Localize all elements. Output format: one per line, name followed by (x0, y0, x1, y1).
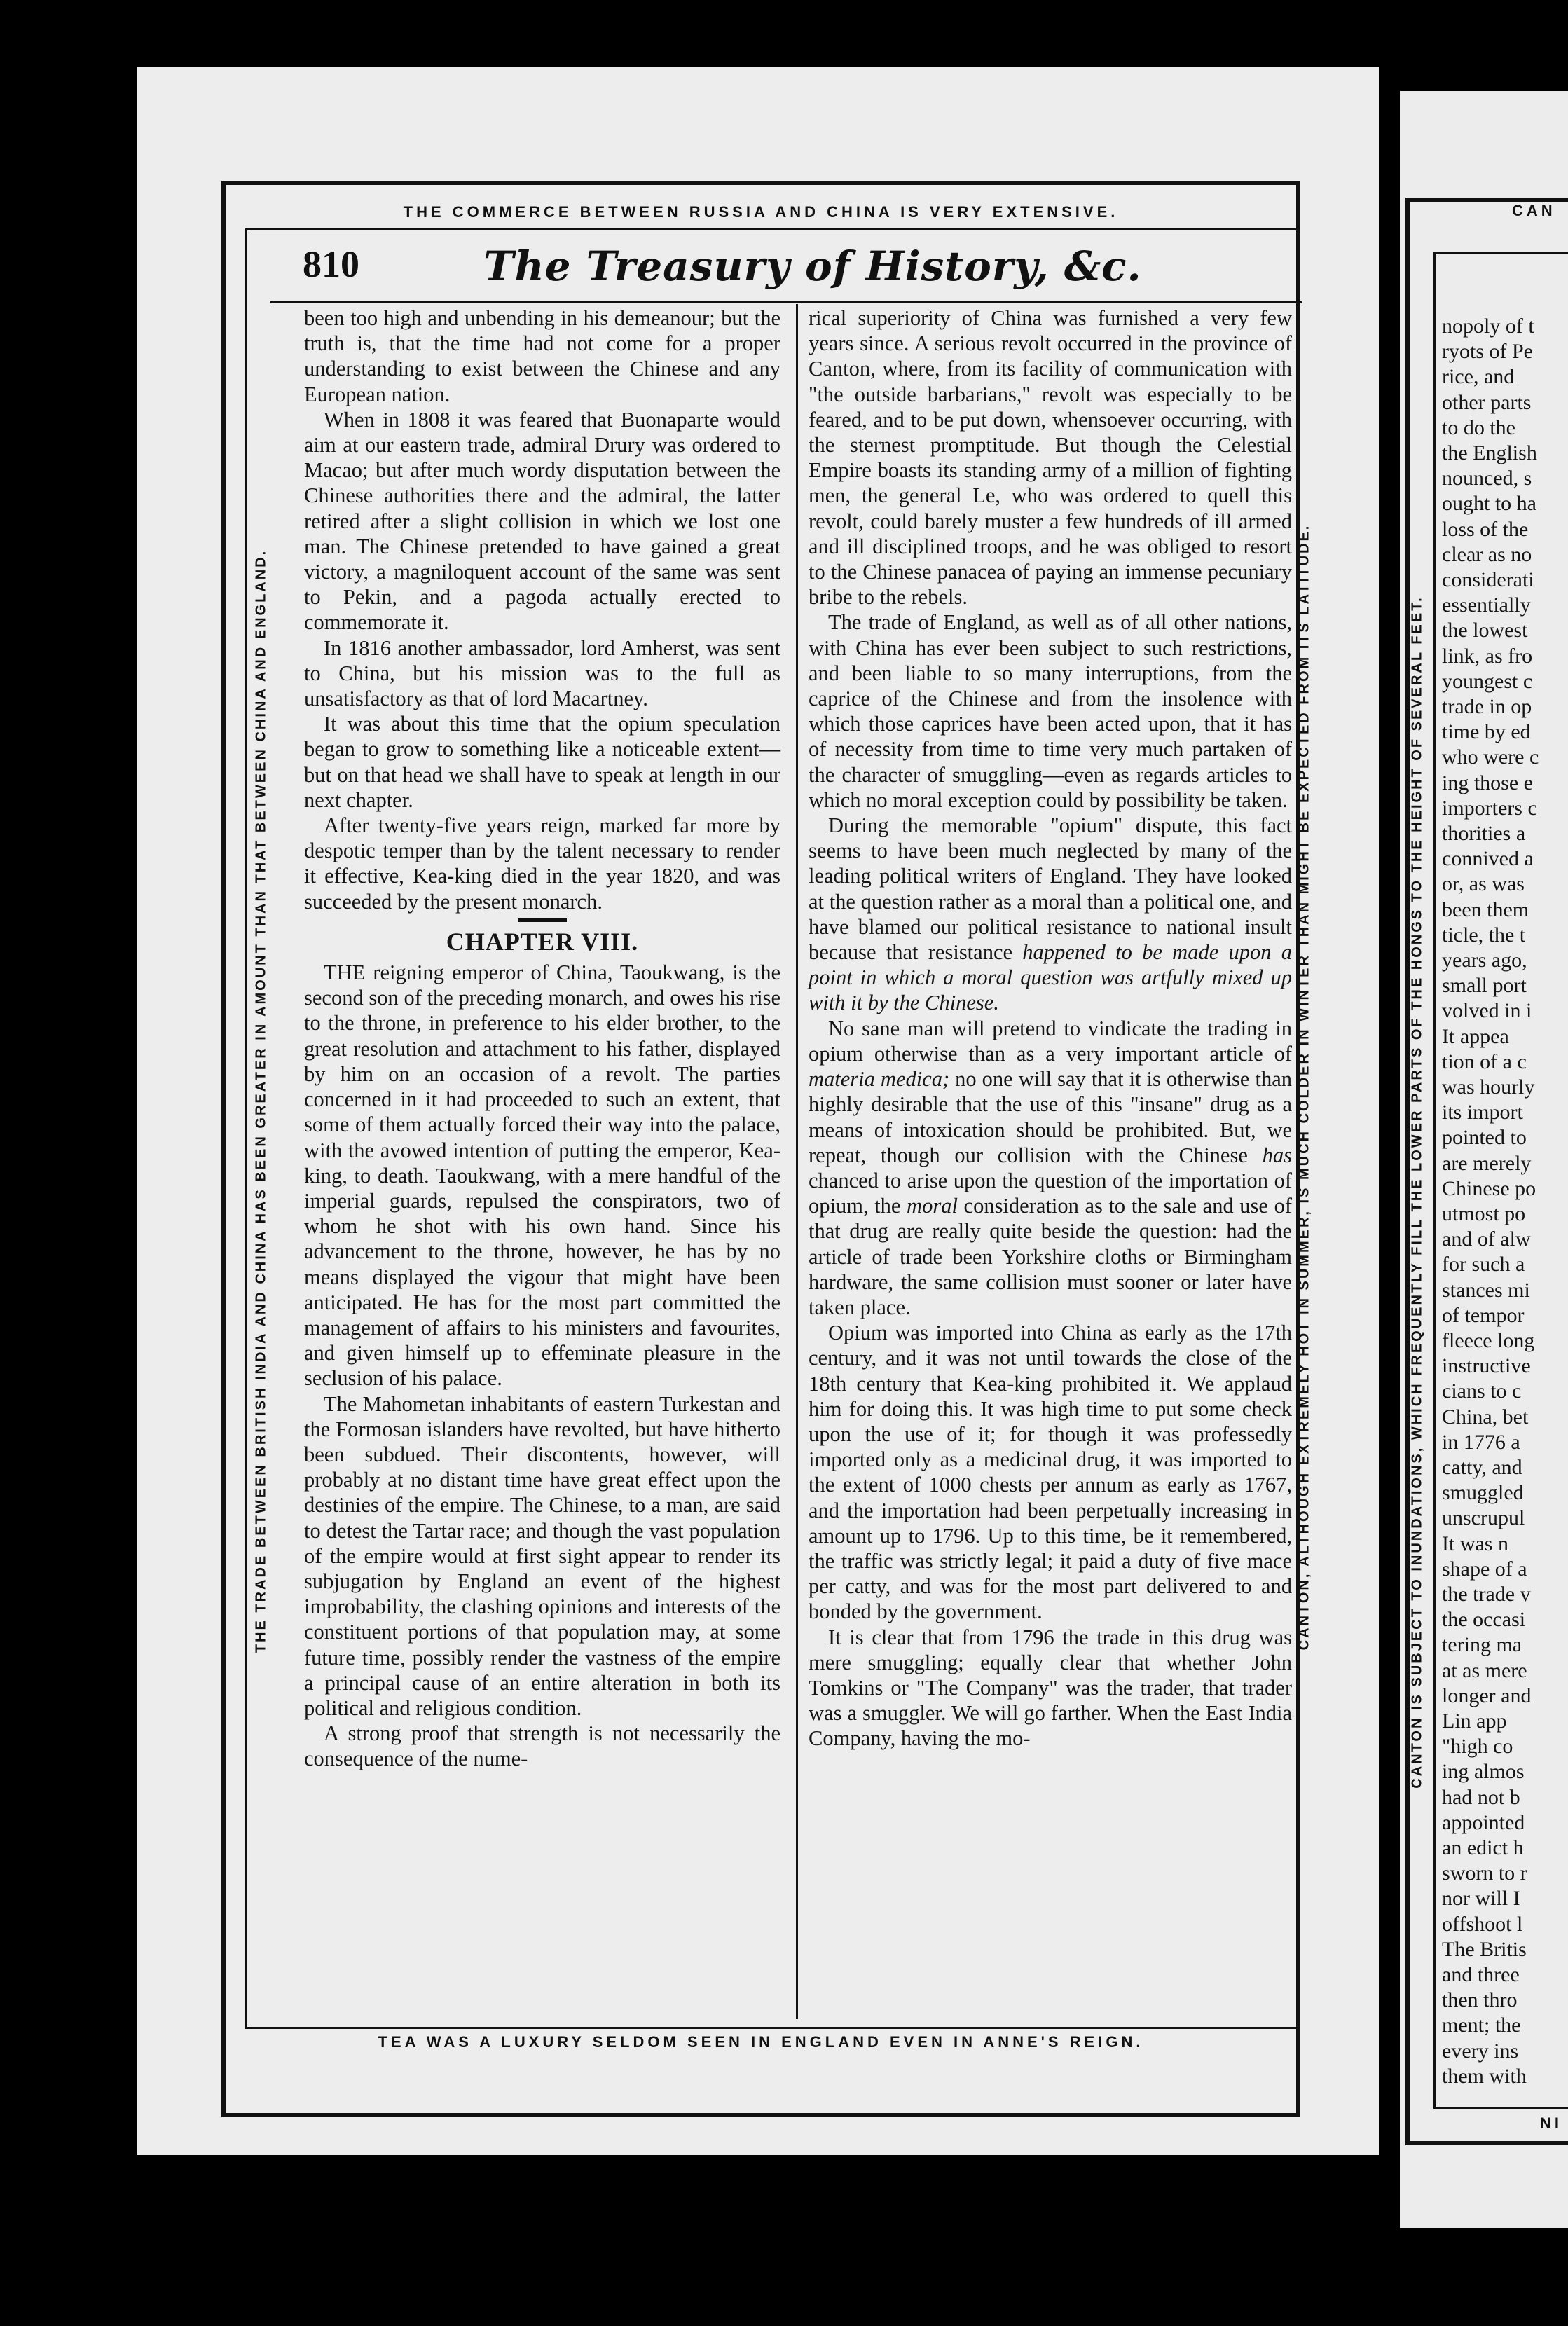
paragraph: In 1816 another ambassador, lord Amherst, was sent to China, but his mission was to the full as unsatisfactory as that of lord Macartney. (304, 635, 780, 711)
next-page-side-note: CANTON IS SUBJECT TO INUNDATIONS, WHICH FREQUENTLY FILL THE LOWER PARTS OF THE HONGS TO THE HEIGHT OF SEVERAL FEET. (1409, 596, 1425, 1789)
next-page-line: ought to ha (1442, 492, 1536, 516)
paragraph: Opium was imported into China as early as the 17th century, and it was not until towards the close of the 18th century that Kea-king prohibited it. We applaud him for doing this. It was high time to put some check upon the use of it; for though it was professedly imported only as a medicinal drug, it was imported to the extent of 1000 chests per annum as early as 1767, and the importation had been perpetually increasing in amount up to 1796. Up to this time, be it remembered, the traffic was strictly legal; it paid a duty of five mace per catty, and was for the most part delivered to and bonded by the government. (809, 1321, 1292, 1624)
next-page-line: Lin app (1442, 1709, 1507, 1733)
next-page-line: and of alw (1442, 1227, 1531, 1251)
next-page-line: thorities a (1442, 822, 1526, 845)
next-page-line: It appea (1442, 1024, 1509, 1048)
next-page-line: at as mere (1442, 1658, 1527, 1682)
column-divider (796, 304, 798, 2019)
next-page-line: every ins (1442, 2039, 1519, 2063)
next-page-line: essentially (1442, 593, 1531, 617)
next-page-line: ing those e (1442, 771, 1533, 794)
next-page-line: unscrupul (1442, 1506, 1525, 1530)
paragraph: It is clear that from 1796 the trade in this drug was mere smuggling; equally clear that whether John Tomkins or "The Company" was the trader, that trader was a smuggler. We will go farther. When the East India Company, having the mo- (809, 1625, 1292, 1751)
next-page-line: time by ed (1442, 720, 1531, 744)
next-page-line: sworn to r (1442, 1862, 1527, 1885)
next-page-line: the lowest (1442, 619, 1528, 642)
next-page-line: its import (1442, 1101, 1523, 1124)
paragraph: When in 1808 it was feared that Buonaparte would aim at our eastern trade, admiral Drury was ordered to Macao; but after much wordy disputation between the Chinese authorities there and the admiral, the latter retired after a slight collision in which we lost one man. The Chinese pretended to have gained a great victory, a magniloquent account of the same was sent to Pekin, and a pagoda actually erected to commemorate it. (304, 407, 780, 635)
next-page-line: ticle, the t (1442, 923, 1526, 947)
next-page-line: or, as was (1442, 872, 1525, 896)
text-run: No sane man will pretend to vindicate the trading in opium otherwise than as a very important article of (809, 1016, 1292, 1066)
right-column (809, 305, 1292, 1752)
next-page-line: link, as fro (1442, 644, 1533, 668)
next-page-line: pointed to (1442, 1126, 1527, 1150)
next-page-line: the trade v (1442, 1583, 1531, 1606)
paragraph: The Mahometan inhabitants of eastern Turkestan and the Formosan islanders have revolted, but have hitherto been subdued. Their discontents, however, will probably at no distant time have great effect upon the destinies of the empire. The Chinese, to a man, are said to detest the Tartar race; and though the vast population of the empire would at first sight appear to render its subjugation by England an event of the highest improbability, the clashing opinions and interests of the constituent portions of that population may, at some future time, possibly render the vastness of the empire a principal cause of an entire alteration in both its political and religious condition. (304, 1391, 780, 1720)
next-page-line: utmost po (1442, 1202, 1526, 1225)
next-page-line: of tempor (1442, 1303, 1525, 1327)
next-page-line: It was n (1442, 1532, 1508, 1555)
paragraph (809, 813, 1292, 1016)
next-page-line: nor will I (1442, 1887, 1520, 1911)
paragraph (809, 1016, 1292, 1320)
italic-run: has (1262, 1143, 1292, 1167)
next-page-line: volved in i (1442, 999, 1532, 1023)
next-page-line: trade in op (1442, 695, 1532, 718)
italic-run: happened to be made upon a point in which a moral question was artfully mixed up with it by the Chinese. (809, 940, 1293, 1015)
left-column (304, 305, 780, 1772)
header-rule (270, 301, 1302, 303)
next-page-line: them with (1442, 2064, 1527, 2088)
next-page-line: who were c (1442, 745, 1539, 769)
next-page-line: instructive (1442, 1354, 1531, 1378)
page-number: 810 (303, 243, 359, 285)
top-banner: THE COMMERCE BETWEEN RUSSIA AND CHINA IS VERY EXTENSIVE. (403, 203, 1119, 221)
next-page-line: cians to c (1442, 1379, 1522, 1403)
next-page-line: other parts (1442, 390, 1532, 414)
bottom-banner: TEA WAS A LUXURY SELDOM SEEN IN ENGLAND EVEN IN ANNE'S REIGN. (378, 2033, 1144, 2051)
next-page-line: in 1776 a (1442, 1430, 1520, 1454)
paragraph: The trade of England, as well as of all other nations, with China has ever been subject to such restrictions, and been liable to so many interruptions, from the caprice of the Chinese and from the insolence with which those caprices have been acted upon, that it has of necessity from time to time very much partaken of the character of smuggling—even as regards articles to which no moral exception could by possibility be taken. (809, 610, 1292, 812)
next-page-line: then thro (1442, 1988, 1518, 2012)
italic-run: materia medica; (809, 1067, 950, 1092)
running-title: The Treasury of History, &c. (483, 242, 1142, 290)
next-page-line: nounced, s (1442, 467, 1532, 490)
chapter-heading: CHAPTER VIII. (446, 927, 639, 956)
next-page-line: tering ma (1442, 1633, 1522, 1657)
next-page-line: The Britis (1442, 1937, 1527, 1961)
next-page-line: Chinese po (1442, 1176, 1536, 1200)
next-page-line: longer and (1442, 1684, 1532, 1707)
next-page-line: and three (1442, 1963, 1520, 1986)
next-page-line: for such a (1442, 1253, 1525, 1276)
next-page-line: importers c (1442, 796, 1537, 820)
next-page-line: rice, and (1442, 365, 1515, 389)
next-page-line: small port (1442, 974, 1527, 998)
text-run: chanced to arise upon the question of the importation of opium, the (809, 1168, 1292, 1218)
next-page-line: loss of the (1442, 517, 1529, 541)
next-page-bottom-banner: NI (1540, 2114, 1562, 2132)
next-page-line: shape of a (1442, 1557, 1527, 1581)
next-page-line: the occasi (1442, 1608, 1526, 1632)
next-page-line: the English (1442, 441, 1537, 464)
next-page-top-banner: CAN (1512, 202, 1556, 219)
italic-run: moral (907, 1194, 958, 1218)
next-page-line: stances mi (1442, 1278, 1530, 1302)
next-page-line: youngest c (1442, 669, 1533, 693)
text-run: During the memorable "opium" dispute, this fact seems to have been much neglected by many of the leading political writers of England. They have looked at the question rather as a moral than a political one, and have blamed our political resistance to national insult because that resistance (809, 813, 1292, 965)
left-side-note: THE TRADE BETWEEN BRITISH INDIA AND CHINA HAS BEEN GREATER IN AMOUNT THAN THAT BETWEEN CHINA AND ENGLAND. (253, 549, 269, 1653)
next-page-fragment (1400, 91, 1568, 2228)
next-page-line: smuggled (1442, 1481, 1524, 1505)
next-page-line: considerati (1442, 568, 1534, 591)
next-page-line: ment; the (1442, 2014, 1521, 2037)
paragraph: been too high and unbending in his demeanour; but the truth is, that the time had not come for a proper understanding to exist between the Chinese and any European nation. (304, 306, 780, 406)
next-page-line: tion of a c (1442, 1050, 1527, 1073)
next-page-line: was hourly (1442, 1075, 1535, 1099)
text-run: consideration as to the sale and use of that drug are really quite beside the question: had the article of trade been Yorkshire cloths or Birmingham hardware, the same collision must sooner or later have taken place. (809, 1194, 1292, 1319)
paragraph: After twenty-five years reign, marked far more by despotic temper than by the talent necessary to render it effective, Kea-king died in the year 1820, and was succeeded by the present monarch. (304, 813, 780, 914)
next-page-line: fleece long (1442, 1329, 1535, 1352)
next-page-line: been them (1442, 897, 1529, 921)
right-side-note: CANTON, ALTHOUGH EXTREMELY HOT IN SUMMER, IS MUCH COLDER IN WINTER THAN MIGHT BE EXPECTED FROM ITS LATITUDE. (1296, 523, 1312, 1651)
next-page-line: connived a (1442, 847, 1534, 871)
next-page-line: to do the (1442, 415, 1515, 439)
next-page-line: ing almos (1442, 1760, 1525, 1784)
next-page-line: China, bet (1442, 1405, 1529, 1429)
next-page-line: catty, and (1442, 1456, 1522, 1479)
next-page-line: an edict h (1442, 1836, 1524, 1859)
paragraph: THE reigning emperor of China, Taoukwang, is the second son of the preceding monarch, and owes his rise to the throne, in preference to his elder brother, to the great resolution and attachment to his father, displayed by him on an occasion of a revolt. The parties concerned in it had proceeded to such an extent, that some of them actually forced their way into the palace, with the avowed intention of putting the emperor, Kea-king, to death. Taoukwang, with a mere handful of the imperial guards, repulsed the conspirators, two of whom he shot with his own hand. Since his advancement to the throne, however, he has by no means displayed the vigour that might have been anticipated. He has for the most part committed the management of affairs to his ministers and favourites, and given himself up to effeminate pleasure in the seclusion of his palace. (304, 961, 780, 1391)
next-page-line: ryots of Pe (1442, 340, 1533, 364)
next-page-line: clear as no (1442, 542, 1532, 566)
paragraph: rical superiority of China was furnished a very few years since. A serious revolt occurred in the province of Canton, where, from its facility of communication with "the outside barbarians," revolt was especially to be feared, and to be put down, whensoever occurring, with the sternest promptitude. But though the Celestial Empire boasts its standing army of a million of fighting men, the general Le, who was ordered to quell this revolt, could barely muster a few hundreds of ill armed and ill disciplined troops, and he was obliged to resort to the Chinese panacea of paying an immense pecuniary bribe to the rebels. (809, 306, 1292, 610)
chapter-separator (518, 918, 567, 922)
next-page-line: offshoot l (1442, 1912, 1523, 1936)
paragraph: It was about this time that the opium speculation began to grow to something like a noticeable extent—but on that head we shall have to speak at length in our next chapter. (304, 712, 780, 812)
next-page-line: "high co (1442, 1735, 1513, 1759)
next-page-line: are merely (1442, 1151, 1532, 1175)
next-page-line: had not b (1442, 1785, 1520, 1809)
next-page-line: years ago, (1442, 949, 1527, 972)
next-page-line: nopoly of t (1442, 315, 1534, 338)
paragraph: A strong proof that strength is not necessarily the consequence of the nume- (304, 1721, 780, 1771)
text-run: no one will say that it is otherwise than highly desirable that the use of this "insane" drug as a means of intoxication should be prohibited. But, we repeat, though our collision with the Chinese (809, 1067, 1292, 1167)
next-page-line: appointed (1442, 1810, 1525, 1834)
book-gutter (1379, 0, 1400, 2326)
